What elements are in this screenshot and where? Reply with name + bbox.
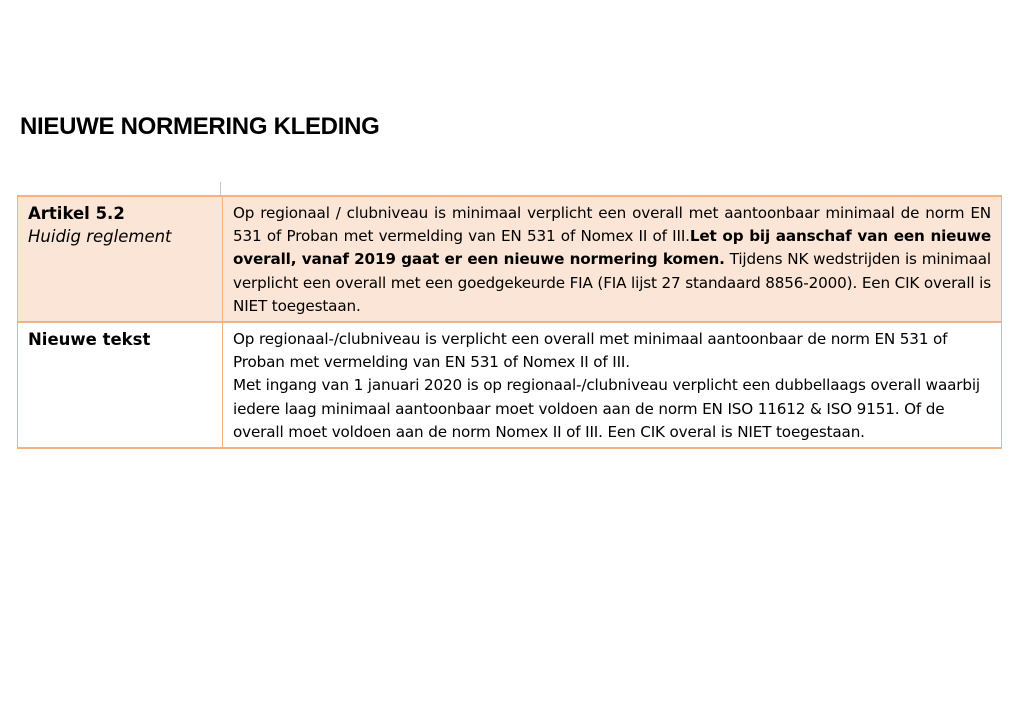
current-rule-text-intro: Op regionaal / clubniveau is minimaal verplicht een overall met aantoonbaar minimaal de norm EN 531 of Proban met vermelding van EN 531 of Nomex II of III. (233, 204, 991, 246)
regulation-table-container (17, 182, 1002, 449)
current-rule-subtitle: Huidig reglement (28, 227, 172, 247)
article-number: Artikel 5.2 (28, 204, 125, 223)
table-row-current-rule (18, 196, 1002, 322)
column-divider-stub (220, 182, 221, 195)
new-rule-label-cell (18, 322, 223, 448)
page-title: NIEUWE NORMERING KLEDING (20, 113, 380, 140)
current-rule-label-cell (18, 196, 223, 322)
new-rule-paragraph-1: Op regionaal-/clubniveau is verplicht een overall met minimaal aantoonbaar de norm EN 531 of Proban met vermelding van EN 531 of Nomex II of III. (233, 330, 948, 372)
current-rule-warning: Let op bij aanschaf van een nieuwe overall, vanaf 2019 gaat er een nieuwe normering komen. (233, 227, 992, 269)
current-rule-text-nk: Tijdens NK wedstrijden is minimaal verplicht een overall met een goedgekeurde FIA (FIA lijst 27 standaard 8856-2000). Een CIK overall is NIET toegestaan. (233, 250, 991, 315)
table-row-new-rule (18, 322, 1002, 448)
new-rule-text-cell (223, 322, 1002, 448)
new-rule-label: Nieuwe tekst (28, 330, 151, 350)
table-top-stub (17, 182, 1002, 195)
new-rule-paragraph-2: Met ingang van 1 januari 2020 is op regionaal-/clubniveau verplicht een dubbellaags overall waarbij iedere laag minimaal aantoonbaar moet voldoen aan de norm EN ISO 11612 & ISO 9151. Of de overall moet voldoen aan de norm Nomex II of III. Een CIK overal is NIET toegestaan. (233, 376, 980, 441)
current-rule-text-cell (223, 196, 1002, 322)
regulation-table (17, 195, 1002, 449)
